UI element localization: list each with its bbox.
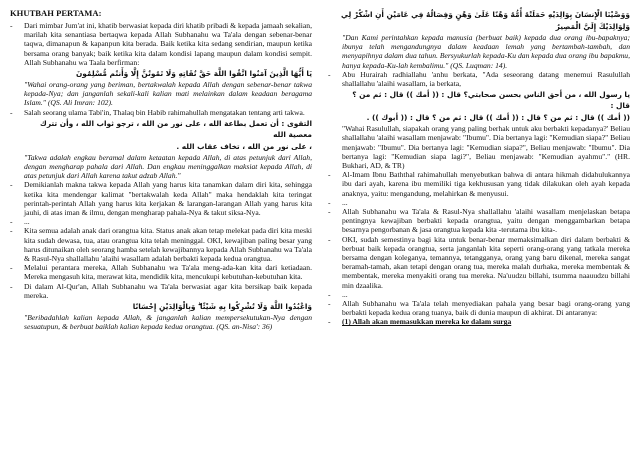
list-item: - Salah seorang ulama Tabi'in, Thalaq bin Habib rahimahullah mengatakan tentang arti takwa.	[10, 108, 312, 117]
paragraph: Abu Hurairah radhiallahu 'anhu berkata, "Ada seseorang datang menemui Rasulullah shallallahu 'alaihi wasallam, ia berkata,	[342, 69, 630, 89]
list-item: - Melalui perantara mereka, Allah Subhanahu wa Ta'ala meng-ada-kan kita dari ketiadaan. Mereka mengasuh kita, merawat kita, mendidik kita, mencukupi kebutuhan-kebutuhan kita.	[10, 263, 312, 282]
arabic-verse: وَوَصَّيْنَا الْإِنسَانَ بِوَالِدَيْهِ حَمَلَتْهُ أُمُّهُ وَهْنًا عَلَىٰ وَهْنٍ وَفِصَالُهُ فِي عَامَيْنِ أَنِ اشْكُرْ لِي	[341, 10, 630, 19]
ellipsis: ...	[24, 217, 30, 227]
verse-translation: "Dan Kami perintahkan kepada manusia (berbuat baik) kepada dua orang ibu-bapaknya; ibunya telah mengandungnya dalam keadaan lemah yang bertambah-tambah, dan menyapihnya dalam dua tahun. Bersyukurlah kepada-Ku dan kepada dua orang ibu bapakmu, hanya kepada-Ku-lah kembalimu." (QS. Luqman: 14).	[342, 33, 630, 70]
paragraph: Al-Imam Ibnu Baththal rahimahullah menyebutkan bahwa di antara hikmah didahulukannya ibu dari ayah, karena ibu memiliki tiga kekhususan yang tidak dilakukan oleh ayah kepada anaknya, yaitu: mengandung, melahirkan & menyusui.	[342, 170, 630, 198]
list-item: - ...	[328, 198, 630, 207]
arabic-verse: يَا أَيُّهَا الَّذِينَ آمَنُوا اتَّقُوا اللَّهَ حَقَّ تُقَاتِهِ وَلَا تَمُوتُنَّ إِلَّا وَأَنتُم مُّسْلِمُونَ	[75, 69, 312, 79]
paragraph: Salah seorang ulama Tabi'in, Thalaq bin Habib rahimahullah mengatakan tentang arti takwa.	[24, 107, 305, 117]
list-item: - Di dalam Al-Qur'an, Allah Subhanahu wa Ta'ala berwasiat agar kita bersikap baik kepada mereka.	[10, 281, 312, 300]
list-item: - (1) Allah akan memasukkan mereka ke dalam surga	[328, 317, 630, 326]
paragraph: Kita semua adalah anak dari orangtua kita. Status anak akan tetap melekat pada diri kita meski kita sudah dewasa, tua, atau orangtua kita telah meninggal. OKI, kewajiban paling besar yang harus ditunaikan oleh seorang hamba setelah kewajibannya kepada Allah Subhanahu wa Ta'ala & Rasul-Nya shallallahu 'alaihi wasallam adalah berbakti kepada kedua orangtua.	[24, 226, 312, 264]
paragraph: OKI, sudah semestinya bagi kita untuk benar-benar memaksimalkan diri dalam berbakti & berbuat baik kepada orangtua, serta janganlah kita seperti orang-orang yang tatkala mereka bersama dengan koleganya, temannya, tetangganya, orang yang baru dikenal, mereka sangat beramah-tamah, akan tetapi dengan orang tua, mereka malah durhaka, mereka membentak & membentak, mereka menyakiti orang tua mereka. Na'uudzu billahi, tsumma naauudzu billahi min dzaalika.	[342, 234, 630, 290]
right-column	[328, 8, 630, 327]
list-item: - Allah Subhanahu wa Ta'ala telah menyediakan pahala yang besar bagi orang-orang yang berbakti kepada kedua orang tuanya, baik di dunia maupun di akhirat. Di antaranya:	[328, 299, 630, 318]
paragraph: Di dalam Al-Qur'an, Allah Subhanahu wa Ta'ala berwasiat agar kita bersikap baik kepada mereka.	[24, 281, 312, 300]
verse-translation: "Beribadahlah kalian kepada Allah, & janganlah kalian mempersekutukan-Nya dengan sesuatupun, & berbuat baiklah kalian kepada kedua orangtua. (QS. an-Nisa': 36)	[24, 313, 312, 332]
section-heading: KHUTBAH PERTAMA:	[10, 8, 102, 18]
paragraph: Allah Subhanahu wa Ta'ala telah menyediakan pahala yang besar bagi orang-orang yang berbakti kepada kedua orang tuanya, baik di dunia maupun di akhirat. Di antaranya:	[342, 299, 630, 318]
arabic-quote: التقوى : أن تعمل بطاعة الله ، على نور من الله ، ترجو ثواب الله ، وأن تترك معصية الله	[40, 118, 312, 139]
subheading: (1) Allah akan memasukkan mereka ke dalam surga	[342, 317, 512, 327]
hadith-translation: "Wahai Rasulullah, siapakah orang yang paling berhak untuk aku berbakti kepadanya?' Beliau shallallahu 'alaihi wasallam menjawab: "Ibumu". Dia bertanya lagi: "Kemudian siapa?" Beliau menjawab: "Ibumu". Dia bertanya lagi: "Kemudian siapa?", Beliau menjawab: "Ibumu". Dia bertanya lagi: "Kemudian siapa lagi?", Beliau menjawab: "Kemudian ayahmu"." (HR. Bukhari, AD, & TR)	[342, 124, 630, 171]
list-item: - ...	[10, 217, 312, 226]
list-item: - Kita semua adalah anak dari orangtua kita. Status anak akan tetap melekat pada diri kita meski kita sudah dewasa, tua, atau orangtua kita telah meninggal. OKI, kewajiban paling besar yang harus ditunaikan oleh seorang hamba setelah kewajibannya kepada Allah Subhanahu wa Ta'ala & Rasul-Nya shallallahu 'alaihi wasallam adalah berbakti kepada kedua orangtua.	[10, 226, 312, 264]
list-item: - ...	[328, 290, 630, 299]
list-item: - Allah Subhanahu wa Ta'ala & Rasul-Nya shallallahu 'alaihi wasallam menjelaskan betapa pentingnya kewajiban berbakti kepada orangtua, yaitu dengan menggambarkan betapa besarnya pengorbanan & jasa orangtua kepada kita -terutama ibu kita-.	[328, 207, 630, 235]
list-item: - Al-Imam Ibnu Baththal rahimahullah menyebutkan bahwa di antara hikmah didahulukannya ibu dari ayah, karena ibu memiliki tiga kekhususan yang tidak dilakukan oleh ayah kepada anaknya, yaitu: mengandung, melahirkan & menyusui.	[328, 170, 630, 198]
paragraph: Dari mimbar Jum'at ini, khatib berwasiat kepada diri khatib pribadi & kepada jamaah sekalian, marilah kita senantiasa bertaqwa kepada Allah Subhanahu wa Ta'ala dengan sebenar-benar taqwa, dimanapun & kapanpun kita berada. Baik ketika kita sedang sendirian, maupun ketika bersama orang banyak; baik ketika kita dalam kondisi lapang maupun dalam kondisi sempit. Allah Subhanahu wa Taala berfirman:	[24, 21, 312, 67]
paragraph: Melalui perantara mereka, Allah Subhanahu wa Ta'ala meng-ada-kan kita dari ketiadaan. Mereka mengasuh kita, merawat kita, mendidik kita, mencukupi kebutuhan-kebutuhan kita.	[24, 263, 312, 282]
paragraph: Allah Subhanahu wa Ta'ala & Rasul-Nya shallallahu 'alaihi wasallam menjelaskan betapa pentingnya kewajiban berbakti kepada orangtua, yaitu dengan menggambarkan betapa besarnya pengorbanan & jasa orangtua kepada kita -terutama ibu kita-.	[342, 207, 630, 235]
arabic-verse: وَاعْبُدُوا اللَّهَ وَلَا تُشْرِكُوا بِهِ شَيْئًا ۖ وَبِالْوَالِدَيْنِ إِحْسَانًا	[132, 302, 312, 312]
list-item: - Abu Hurairah radhiallahu 'anhu berkata, "Ada seseorang datang menemui Rasulullah shallallahu 'alaihi wasallam, ia berkata,	[328, 69, 630, 89]
arabic-hadith: يا رسول الله ، من أحق الناس بحسن صحابتي؟ قال : (( أمك )) قال : ثم من ؟ قال :	[352, 90, 630, 111]
list-item: - OKI, sudah semestinya bagi kita untuk benar-benar memaksimalkan diri dalam berbakti & berbuat baik kepada orangtua, serta janganlah kita seperti orang-orang yang tatkala mereka bersama dengan koleganya, temannya, tetangganya, orang yang baru dikenal, mereka sangat beramah-tamah, akan tetapi dengan orang tua, mereka malah durhaka, mereka membentak & membentak, mereka menyakiti orang tua mereka. Na'uudzu billahi, tsumma naauudzu billahi min dzaalika.	[328, 234, 630, 290]
quote-translation: "Takwa adalah engkau beramal dalam ketaatan kepada Allah, di atas petunjuk dari Allah, dengan mengharap pahala dari Allah. Dan engkau meninggalkan maksiat kepada Allah, di atas petunjuk dari Allah karena takut adzab Allah."	[24, 152, 312, 181]
list-item: - Dari mimbar Jum'at ini, khatib berwasiat kepada diri khatib pribadi & kepada jamaah sekalian, marilah kita senantiasa bertaqwa kepada Allah Subhanahu wa Ta'ala dengan sebenar-benar taqwa, dimanapun & kapanpun kita berada. Baik ketika kita sedang sendirian, maupun ketika bersama orang banyak; baik ketika kita dalam kondisi lapang maupun dalam kondisi sempit. Allah Subhanahu wa Taala berfirman:	[10, 21, 312, 67]
left-column	[10, 8, 312, 331]
paragraph: Demikianlah makna takwa kepada Allah yang harus kita tanamkan dalam diri kita, sehingga ketika kita mendengar kalimat "bertakwalah keda Allah" maka hendaklah kita teringat perintah-perintah Allah yang harus kita kerjakan & larangan-larangan Allah yang harus kita jauhi, di atas iman & ilmu, dengan mengharap pahala-Nya & takut siksa-Nya.	[24, 180, 312, 218]
verse-translation: "Wahai orang-orang yang beriman, bertakwalah kepada Allah dengan sebenar-benar takwa kepada-Nya; dan janganlah sekali-kali kalian mati melainkan dalam keadaan beragama Islam." (QS. Ali Imran: 102).	[24, 80, 312, 108]
arabic-quote-cont: ، على نور من الله ، تخاف عقاب الله .	[176, 141, 312, 151]
ellipsis: ...	[342, 197, 348, 207]
ellipsis: ...	[342, 289, 348, 299]
arabic-hadith-cont: (( أمك )) قال : ثم من ؟ قال : (( أمك )) قال : ثم من ؟ قال : (( أبوك )) .	[366, 113, 630, 123]
arabic-verse-cont: وَلِوَالِدَيْكَ إِلَيَّ الْمَصِيرُ	[555, 22, 630, 31]
list-item: - Demikianlah makna takwa kepada Allah yang harus kita tanamkan dalam diri kita, sehingga ketika kita mendengar kalimat "bertakwalah keda Allah" maka hendaklah kita teringat perintah-perintah Allah yang harus kita kerjakan & larangan-larangan Allah yang harus kita jauhi, di atas iman & ilmu, dengan mengharap pahala-Nya & takut siksa-Nya.	[10, 180, 312, 218]
